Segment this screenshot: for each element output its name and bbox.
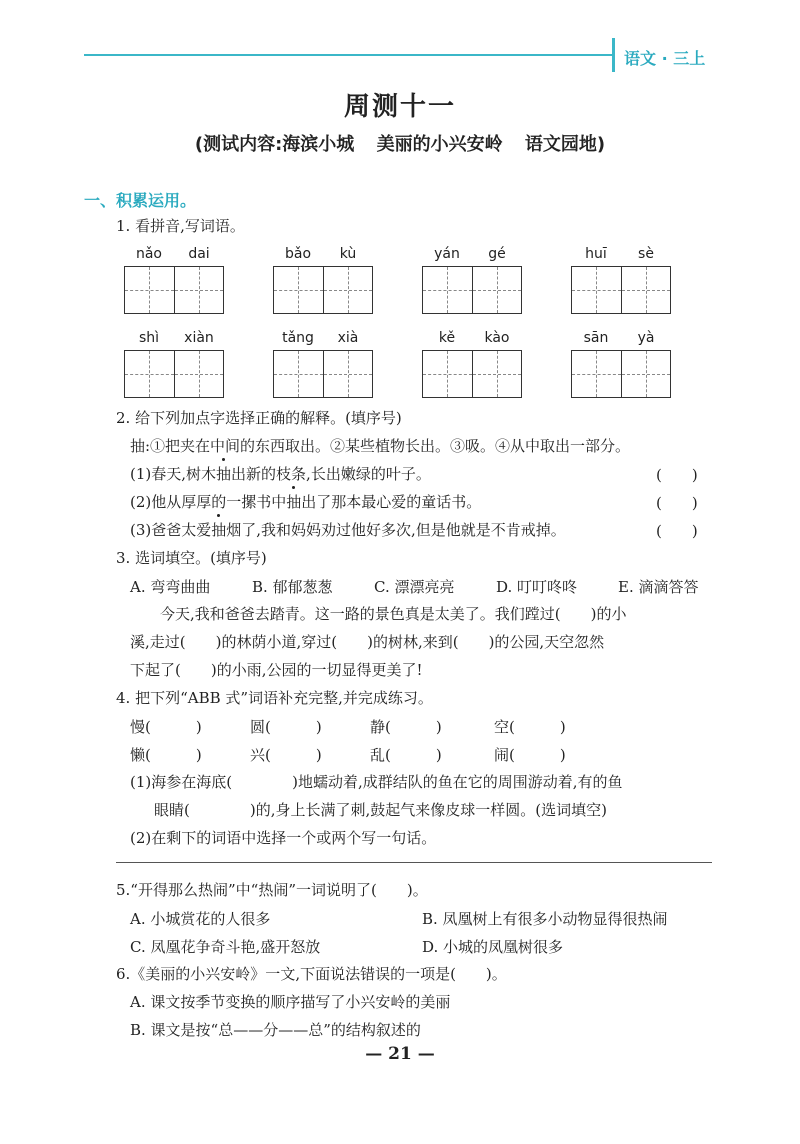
header-rule: [84, 54, 614, 56]
option: D. 叮叮咚咚: [496, 578, 578, 596]
option: C. 凤凰花争奇斗艳,盛开怒放: [130, 938, 321, 956]
pinyin-box: [273, 246, 373, 314]
option: A. 小城赏花的人很多: [130, 910, 271, 928]
pinyin-text: bǎo: [284, 246, 312, 262]
passage-line: 下起了( )的小雨,公园的一切显得更美了!: [130, 661, 423, 679]
question-4-sub: 眼睛( )的,身上长满了刺,鼓起气来像皮球一样圆。(选词填空): [154, 801, 607, 819]
abb-item: 静( ): [370, 718, 442, 736]
pinyin-text: tǎng: [282, 330, 314, 346]
pinyin-text: huī: [585, 246, 607, 262]
pinyin-text: xiàn: [184, 330, 214, 346]
option: E. 滴滴答答: [618, 578, 699, 596]
option: B. 郁郁葱葱: [252, 578, 333, 596]
dotted-char: 抽: [216, 465, 232, 483]
page-number: — 21 —: [365, 1044, 435, 1064]
question-4-sub: (2)在剩下的词语中选择一个或两个写一句话。: [130, 829, 437, 847]
writing-grid[interactable]: [124, 350, 224, 398]
writing-grid[interactable]: [273, 266, 373, 314]
option: A. 课文按季节变换的顺序描写了小兴安岭的美丽: [130, 993, 451, 1011]
subtitle-part: 语文园地): [524, 134, 606, 155]
section-heading: 一、积累运用。: [84, 191, 197, 210]
definition: 抽:①把夹在中间的东西取出。②某些植物长出。③吸。④从中取出一部分。: [130, 437, 631, 455]
page-title: 周测十一: [343, 92, 456, 122]
pinyin-text: kù: [339, 246, 357, 262]
abb-item: 懒( ): [130, 746, 202, 764]
header-accent-bar: [612, 38, 615, 72]
writing-grid[interactable]: [422, 266, 522, 314]
question-1-stem: 1. 看拼音,写词语。: [116, 217, 245, 235]
question-2-item: (3)爸爸太爱抽烟了,我和妈妈劝过他好多次,但是他就是不肯戒掉。: [130, 521, 566, 539]
pinyin-box: [124, 330, 224, 398]
subject-label: 语文 · 三上: [624, 49, 706, 68]
pinyin-text: sè: [638, 246, 654, 262]
option: A. 弯弯曲曲: [130, 578, 211, 596]
answer-bracket[interactable]: ( ): [656, 494, 698, 512]
pinyin-text: shì: [138, 330, 160, 346]
pinyin-box: [422, 330, 522, 398]
pinyin-box: [571, 246, 671, 314]
question-6-stem: 6.《美丽的小兴安岭》一文,下面说法错误的一项是( )。: [116, 965, 507, 983]
answer-bracket[interactable]: ( ): [656, 522, 698, 540]
writing-grid[interactable]: [571, 350, 671, 398]
page-subtitle: [0, 130, 800, 156]
pinyin-box: [124, 246, 224, 314]
abb-item: 乱( ): [370, 746, 442, 764]
option: B. 课文是按“总——分——总”的结构叙述的: [130, 1021, 421, 1039]
pinyin-text: yán: [434, 246, 460, 262]
pinyin-text: dai: [188, 246, 210, 262]
pinyin-text: kě: [438, 330, 456, 346]
question-5-stem: 5.“开得那么热闹”中“热闹”一词说明了( )。: [116, 881, 428, 899]
abb-item: 慢( ): [130, 718, 202, 736]
subtitle-part: 美丽的小兴安岭: [376, 134, 503, 155]
pinyin-box: [422, 246, 522, 314]
writing-grid[interactable]: [571, 266, 671, 314]
passage-line: 溪,走过( )的林荫小道,穿过( )的树林,来到( )的公园,天空忽然: [130, 633, 605, 651]
writing-grid[interactable]: [124, 266, 224, 314]
pinyin-box: [273, 330, 373, 398]
option: B. 凤凰树上有很多小动物显得很热闹: [422, 910, 668, 928]
pinyin-text: sān: [583, 330, 609, 346]
question-4-sub: (1)海参在海底( )地蠕动着,成群结队的鱼在它的周围游动着,有的鱼: [130, 773, 623, 791]
abb-item: 兴( ): [250, 746, 322, 764]
dotted-char: 抽: [286, 493, 302, 511]
pinyin-text: yà: [637, 330, 655, 346]
pinyin-box: [571, 330, 671, 398]
question-3-stem: 3. 选词填空。(填序号): [116, 549, 267, 567]
answer-line[interactable]: [116, 862, 712, 863]
abb-item: 圆( ): [250, 718, 322, 736]
pinyin-text: kào: [484, 330, 510, 346]
passage-line: 今天,我和爸爸去踏青。这一路的景色真是太美了。我们蹚过( )的小: [160, 605, 627, 623]
question-2-stem: 2. 给下列加点字选择正确的解释。(填序号): [116, 409, 402, 427]
dotted-char: 抽: [211, 521, 227, 539]
option: D. 小城的凤凰树很多: [422, 938, 564, 956]
question-2-item: (2)他从厚厚的一摞书中抽出了那本最心爱的童话书。: [130, 493, 482, 511]
subtitle-part: (测试内容:海滨小城: [194, 134, 355, 155]
writing-grid[interactable]: [422, 350, 522, 398]
option: C. 漂漂亮亮: [374, 578, 455, 596]
pinyin-text: xià: [337, 330, 359, 346]
writing-grid[interactable]: [273, 350, 373, 398]
question-4-stem: 4. 把下列“ABB 式”词语补充完整,并完成练习。: [116, 689, 433, 707]
question-2-item: (1)春天,树木抽出新的枝条,长出嫩绿的叶子。: [130, 465, 431, 483]
pinyin-text: gé: [488, 246, 506, 262]
abb-item: 空( ): [494, 718, 566, 736]
pinyin-text: nǎo: [135, 246, 163, 262]
abb-item: 闹( ): [494, 746, 566, 764]
answer-bracket[interactable]: ( ): [656, 466, 698, 484]
